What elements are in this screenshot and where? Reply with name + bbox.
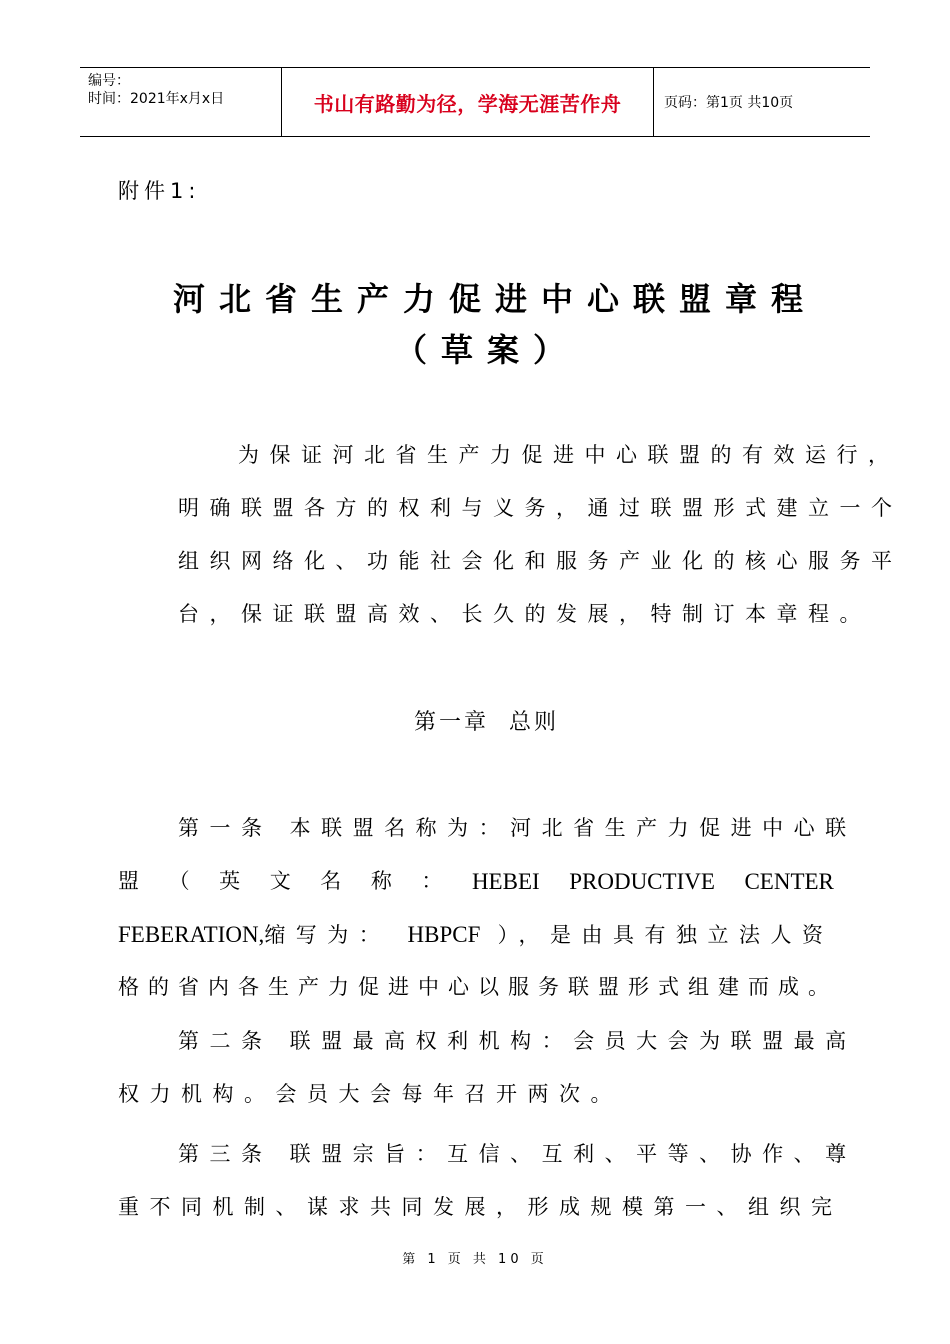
text-fragment: 文 <box>269 869 291 893</box>
text-fragment: HEBEI <box>471 869 540 894</box>
article-line: 重不同机制、谋求共同发展，形成规模第一、组织完 <box>118 1195 843 1219</box>
article-line <box>118 908 838 961</box>
article-line-spread <box>118 855 834 908</box>
intro-line: 组织网络化、功能社会化和服务产业化的核心服务平 <box>178 549 903 573</box>
header-motto-cell <box>282 68 654 136</box>
intro-line: 明确联盟各方的权利与义务，通过联盟形式建立一个 <box>178 496 903 520</box>
article-line: 第一条 本联盟名称为：河北省生产力促进中心联 <box>178 816 857 840</box>
article-3 <box>118 1128 857 1234</box>
document-subtitle: （草案） <box>395 331 580 369</box>
motto-text: 书山有路勤为径，学海无涯苦作舟 <box>313 91 622 116</box>
text-fragment: ： <box>421 869 443 893</box>
article-line: 格的省内各生产力促进中心以服务联盟形式组建而成。 <box>118 975 838 999</box>
time-label: 时间：2021年x月x日 <box>88 91 225 107</box>
page-footer: 第 1 页 共 10 页 <box>402 1252 548 1267</box>
text-fragment: CENTER <box>744 869 834 894</box>
text-fragment: （ <box>168 869 190 893</box>
intro-line: 台，保证联盟高效、长久的发展，特制订本章程。 <box>178 602 871 626</box>
number-label: 编号： <box>88 73 130 89</box>
article-line: 第三条 联盟宗旨：互信、互利、平等、协作、尊 <box>178 1142 857 1166</box>
article-1 <box>118 802 857 1014</box>
header-meta-cell <box>80 68 282 136</box>
text-fragment: 缩写为： <box>264 923 391 947</box>
text-fragment: 英 <box>219 869 241 893</box>
article-line: 权力机构。会员大会每年召开两次。 <box>118 1082 622 1106</box>
attachment-label: 附件1: <box>118 179 201 203</box>
chapter-heading: 第一章 总则 <box>414 710 559 735</box>
text-fragment: 名 <box>320 869 342 893</box>
intro-line: 为保证河北省生产力促进中心联盟的有效运行， <box>238 443 900 467</box>
text-fragment: 称 <box>370 869 392 893</box>
article-line: 第二条 联盟最高权利机构：会员大会为联盟最高 <box>178 1029 857 1053</box>
text-fragment: 盟 <box>118 869 139 893</box>
article-2 <box>118 1015 857 1121</box>
text-fragment: FEBERATION, <box>118 922 265 947</box>
intro-paragraph <box>118 429 903 641</box>
text-fragment: ），是由具有独立法人资 <box>497 923 834 947</box>
document-title: 河北省生产力促进中心联盟章程 <box>172 280 817 318</box>
page-header <box>80 67 870 137</box>
header-page-cell <box>654 68 870 136</box>
page-code: 页码：第1页 共10页 <box>664 95 794 111</box>
text-fragment: HBPCF <box>407 922 481 947</box>
text-fragment: PRODUCTIVE <box>569 869 715 894</box>
